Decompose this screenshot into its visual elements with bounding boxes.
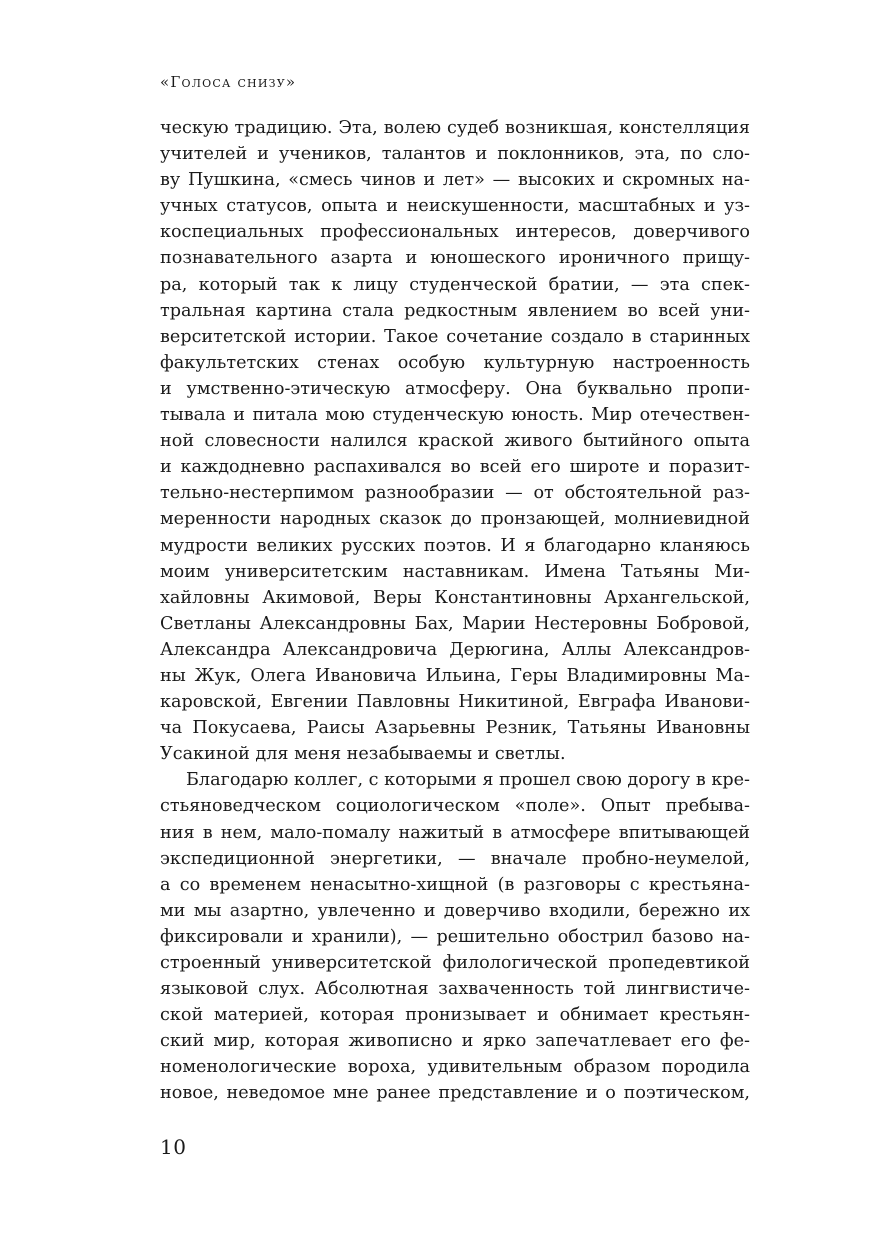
text-line: номенологические вороха, удивительным образом породила [160,1057,750,1078]
text-line: тывала и питала мою студенческую юность. Мир отечествен- [160,405,750,426]
text-line: ческую традицию. Эта, волею судеб возникшая, констелляция [160,118,750,138]
text-line: хайловны Акимовой, Веры Константиновны Архангельской, [160,587,750,608]
text-line: экспедиционной энергетики, — вначале пробно-неумелой, [160,848,750,869]
text-line: факультетских стенах особую культурную настроенность [160,352,750,373]
text-line: верситетской истории. Такое сочетание создало в старинных [160,326,750,347]
text-line: учителей и учеников, талантов и поклонников, эта, по сло- [160,144,750,165]
text-line: ны Жук, Олега Ивановича Ильина, Геры Владимировны Ма- [160,665,750,686]
text-line: языковой слух. Абсолютная захваченность той лингвистиче- [160,979,750,1000]
text-line: Александра Александровича Дерюгина, Аллы Александров- [160,639,750,660]
text-line: стьяноведческом социологическом «поле». Опыт пребыва- [160,796,750,817]
text-line: меренности народных сказок до пронзающей, молниевидной [160,509,750,530]
text-line: моим университетским наставникам. Имена Татьяны Ми- [160,561,750,582]
text-line: тральная картина стала редкостным явлением во всей уни- [160,300,750,321]
text-line: познавательного азарта и юношеского ироничного прищу- [160,248,750,269]
running-title: «Голоса снизу» [160,73,297,91]
text-line: строенный университетской филологической пропедевтикой [160,953,750,973]
text-line: ской материей, которая пронизывает и обнимает крестьян- [160,1005,750,1026]
text-line: ния в нем, мало-помалу нажитый в атмосфере впитывающей [160,822,750,843]
text-line: ву Пушкина, «смесь чинов и лет» — высоких и скромных на- [160,170,750,191]
text-line: Благодарю коллег, с которыми я прошел свою дорогу в кре- [186,770,750,791]
text-line: фиксировали и хранили), — решительно обострил базово на- [160,926,750,947]
text-line: Усакиной для меня незабываемы и светлы. [160,744,566,765]
text-line: тельно-нестерпимом разнообразии — от обстоятельной раз- [160,483,750,504]
text-line: мудрости великих русских поэтов. И я благодарно кланяюсь [160,535,750,556]
text-line: каровской, Евгении Павловны Никитиной, Евграфа Иванови- [160,692,750,713]
text-line: ра, который так к лицу студенческой братии, — эта спек- [160,274,750,295]
text-line: ной словесности налился краской живого бытийного опыта [160,431,750,452]
text-line: Светланы Александровны Бах, Марии Нестеровны Бобровой, [160,613,750,634]
text-line: новое, неведомое мне ранее представление и о поэтическом, [160,1083,750,1104]
text-line: ский мир, которая живописно и ярко запечатлевает его фе- [160,1031,750,1052]
text-line: ча Покусаева, Раисы Азарьевны Резник, Татьяны Ивановны [160,718,750,739]
text-line: коспециальных профессиональных интересов, доверчивого [160,222,750,243]
text-line: учных статусов, опыта и неискушенности, масштабных и уз- [160,196,750,217]
text-line: и каждодневно распахивался во всей его широте и поразит- [160,457,750,478]
text-line: и умственно-этическую атмосферу. Она буквально пропи- [160,378,750,399]
text-line: ми мы азартно, увлеченно и доверчиво входили, бережно их [160,900,750,921]
page-number: 10 [160,1135,187,1159]
text-line: а со временем ненасытно-хищной (в разговоры с крестьяна- [160,874,750,895]
body-text [160,115,750,1107]
